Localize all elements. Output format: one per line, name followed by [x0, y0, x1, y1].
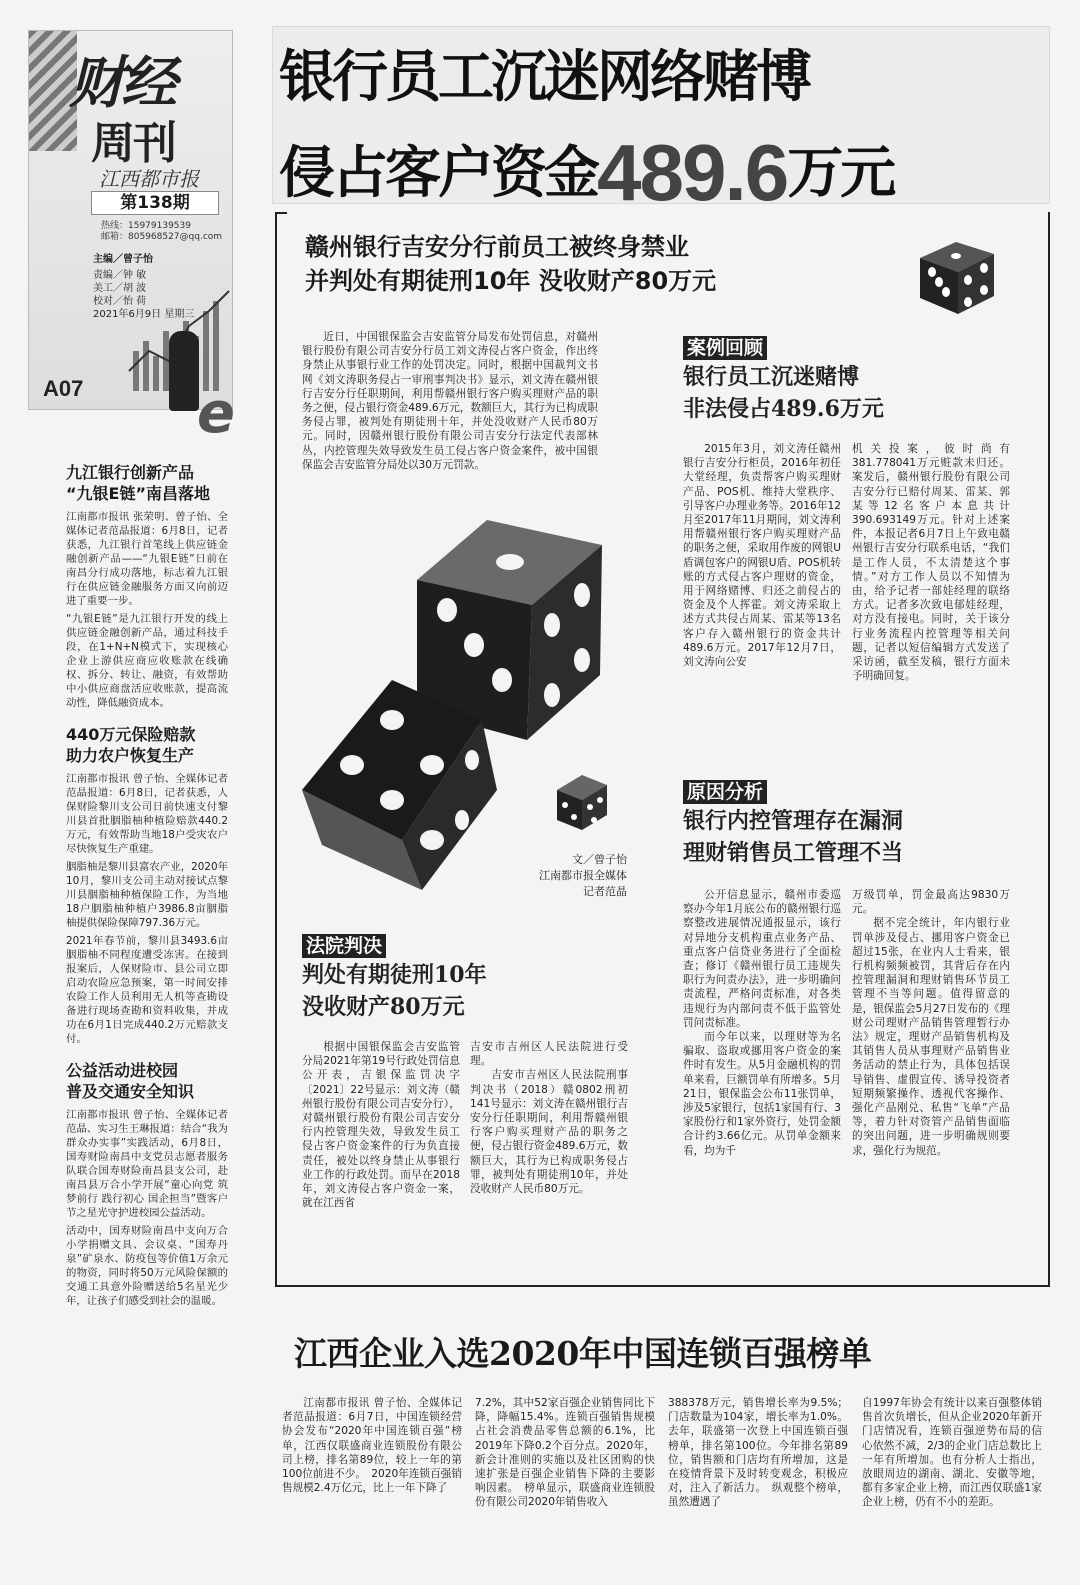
bottom-text-3: 388378万元，销售增长率为9.5%；门店数量为104家，增长率为1.0%。去年，联盛第一次登上中国连锁百强榜单，排名第100位。今年排名第89位，销售额和门店均有所增加，这是在疫情背景下及时转变观念，积极应对，注入了新活力。 纵观整个榜单，虽然遭遇了	[668, 1397, 848, 1509]
bottom-headline: 江西企业入选2020年中国连锁百强榜单	[294, 1334, 872, 1373]
bottom-col-2	[475, 1396, 655, 1510]
reason-text-1a: 公开信息显示，赣州市委巡察办今年1月底公布的赣州银行巡察整改进展情况通报显示，该行对异地分支机构重点业务产品、重点客户信贷业务进行了全面检查；修订《赣州银行员工违规失职行为问责办法》，进一步明确问责流程，严格问责标准，对各类违规行为内部问责不低于监管处罚问责标准。	[683, 889, 841, 1029]
intro-text: 近日，中国银保监会吉安监管分局发布处罚信息，对赣州银行股份有限公司吉安分行员工刘文涛侵占客户资金，作出终身禁止从事银行业工作的处罚决定。同时，根据中国裁判文书网《刘文涛职务侵占一审刑事判决书》显示，刘文涛在赣州银行吉安分行任职期间，利用帮赣州银行客户购买理财产品的职务之便，侵占银行资金489.6万元，数额巨大，其行为已构成职务侵占罪，被判处有期徒刑十年，并处没收财产人民币80万元。同时，因赣州银行股份有限公司吉安分行法定代表部林丛，内控管理失效导致发生员工侵占客户资金案件，被中国银保监会吉安监管分局处以30万元罚款。	[302, 331, 598, 471]
news-title	[66, 1060, 228, 1102]
issue-date: 2021年6月9日 星期三	[93, 309, 195, 320]
news-title-line-1: 440万元保险赔款	[66, 725, 196, 744]
court-text-2a: 吉安市吉州区人民法院进行受理。	[470, 1041, 628, 1068]
masthead-title-1: 财经	[69, 51, 173, 116]
news-title	[66, 462, 228, 504]
court-text-2b: 吉安市吉州区人民法院刑事判决书（2018）赣0802刑初141号显示：刘文涛在赣州银行吉安分行任职期间，利用帮赣州银行客户购买理财产品的职务之便，侵占银行资金489.6万元，数额巨大，其行为已构成职务侵占罪，被判处有期徒刑10年，并处没收财产人民币80万元。	[470, 1069, 628, 1196]
news-title-line-2: 普及交通安全知识	[66, 1082, 195, 1101]
bottom-col-1	[282, 1396, 462, 1495]
case-review-section	[683, 336, 1023, 424]
news-item	[66, 1060, 228, 1308]
case-review-title-1: 银行员工沉迷赌博	[683, 364, 860, 390]
case-review-text-1: 2015年3月，刘文涛任赣州银行吉安分行柜员，2016年初任大堂经理，负责帮客户购买理财产品、POS机、维持大堂秩序、引导客户办理业务等。2016年12月至2017年11月期间，刘文涛利用帮赣州银行客户购买理财产品的职务之便，采取用作废的网银U盾调包客户的网银U盾、POS机转账的方式侵占客户理财的资金，用于网络赌博、归还之前侵占的资金及个人挥霍。刘文涛采取上述方式共侵占周某、雷某等13名客户存入赣州银行的资金共计489.6万元。2017年12月7日，刘文涛向公安	[683, 443, 841, 669]
bottom-text-2: 7.2%，其中52家百强企业销售同比下降，降幅15.4%。连锁百强销售规模占社会消费品零售总额的6.1%，比2019年下降0.2个百分点。2020年，新会计准则的实施以及社区团购的快速扩张是百强企业销售下降的主要影响因素。 榜单显示，联盛商业连锁股份有限公司2020年销售收入	[475, 1397, 655, 1509]
headline-line-2-pre: 侵占客户资金	[279, 141, 597, 206]
staff-2: 美工／胡 波	[93, 283, 147, 294]
news-title-line-2: “九银E链”南昌落地	[66, 484, 210, 503]
court-title-1: 判处有期徒刑10年	[302, 962, 487, 988]
reason-title-1: 银行内控管理存在漏洞	[683, 808, 904, 834]
hotline: 热线：15979139539	[101, 221, 191, 231]
byline-author: 文／曾子怡	[572, 853, 627, 866]
reason-text-2a: 万级罚单，罚金最高达9830万元。	[852, 889, 1010, 916]
news-title	[66, 724, 228, 766]
news-title-line-1: 公益活动进校园	[66, 1061, 179, 1080]
email: 邮箱：805968527@qq.com	[101, 232, 223, 242]
bottom-col-3	[668, 1396, 848, 1510]
masthead-title-2: 周刊	[91, 118, 175, 169]
masthead-contact	[101, 221, 222, 243]
news-title-line-1: 九江银行创新产品	[66, 463, 195, 482]
news-item	[66, 462, 228, 710]
reason-title-2: 理财销售员工管理不当	[683, 840, 904, 866]
reason-text-1b: 而今年以来，以理财等为名骗取、盗取或挪用客户资金的案件时有发生。从5月金融机构的罚单来看，巨额罚单有所增多。5月21日，银保监会公布11张罚单，涉及5家银行，包括1家国有行、3家股份行和1家外资行，处罚金额合计约3.66亿元。从罚单金额来看，均为千	[683, 1031, 841, 1157]
intro-paragraph	[302, 330, 598, 600]
news-title-line-2: 助力农户恢复生产	[66, 746, 195, 765]
news-paragraph: 江南都市报讯 张荣明、曾子怡、全媒体记者范晶报道：6月8日，记者获悉，九江银行首笔线上供应链金融创新产品——“九银E链”日前在南昌分行成功落地，标志着九江银行在供应链金融服务方面又向前迈进了重要一步。	[66, 511, 228, 607]
court-text-1: 根据中国银保监会吉安监管分局2021年第19号行政处罚信息公开表，吉银保监罚决字〔2021〕22号显示：刘文涛（赣州银行股份有限公司吉安分行），对赣州银行股份有限公司吉安分行内控管理失效，导致发生员工侵占客户资金案件的行为负直接责任，被处以终身禁止从事银行业工作的行政处罚。而早在2018年，刘文涛侵占客户资金一案，就在江西省	[302, 1041, 460, 1210]
reason-section	[683, 780, 1023, 868]
editor-in-chief: 主编／曾子怡	[93, 254, 153, 265]
masthead	[28, 30, 235, 446]
headline-line-2-post: 万元	[787, 141, 894, 206]
byline	[515, 852, 627, 900]
court-col-2	[470, 1040, 628, 1196]
staff-1: 责编／钟 敏	[93, 270, 147, 281]
headline-line-1: 银行员工沉迷网络赌博	[279, 45, 809, 110]
byline-org: 江南都市报全媒体	[539, 869, 627, 882]
news-paragraph: 江南都市报讯 曾子怡、全媒体记者范晶报道：6月8日，记者获悉，人保财险黎川支公司日前快速支付黎川县首批胭脂柚种植险赔款440.2万元，有效帮助当地18户受灾农户尽快恢复生产重建。	[66, 773, 228, 855]
headline-line-2	[279, 127, 893, 219]
bottom-text-1: 江南都市报讯 曾子怡、全媒体记者范晶报道：6月7日，中国连锁经营协会发布“2020年中国连锁百强”榜单，江西仅联盛商业连锁股份有限公司上榜，排名第89位，较上一年的第100位前进不少。 2020年连锁百强销售规模2.4万亿元，比上一年下降了	[282, 1397, 462, 1495]
court-section	[302, 934, 662, 1022]
subheadline	[305, 230, 716, 298]
e-logo: e	[197, 381, 235, 446]
case-review-title-2: 非法侵占489.6万元	[683, 396, 884, 422]
dice-icon	[910, 228, 1002, 318]
businessman-figure	[169, 331, 199, 411]
byline-reporter: 记者范晶	[583, 885, 627, 898]
section-tag-court: 法院判决	[302, 934, 386, 958]
staff-3: 校对／怡 荷	[93, 296, 147, 307]
subheadline-line-2: 并判处有期徒刑10年 没收财产80万元	[305, 267, 717, 295]
left-news-column	[66, 462, 228, 1322]
newspaper-name: 江西都市报	[99, 167, 199, 191]
bottom-col-4	[862, 1396, 1042, 1510]
headline-box	[272, 26, 1050, 217]
case-review-text-2: 机关投案，彼时尚有381.778041万元赃款未归还。案发后，赣州银行股份有限公司吉安分行已赔付周某、雷某、郭某等12名客户本息共计390.693149万元。针对上述案件，本报记者6月7日上午致电赣州银行吉安分行联系电话，“我们是工作人员，不太清楚这个事情。”对方工作人员以不知情为由，给予记者一部娃经理的联络方式。记者多次致电郁娃经理，对方没有接电。同时，关于该分行业务流程内控管理等相关问题，记者以短信编辑方式发送了采访函，截至发稿，银行方面未予明确回复。	[852, 443, 1010, 683]
subheadline-line-1: 赣州银行吉安分行前员工被终身禁业	[305, 233, 689, 261]
case-review-col-1	[683, 442, 841, 669]
reason-col-1	[683, 888, 841, 1158]
reason-text-2b: 据不完全统计，年内银行业罚单涉及侵占、挪用客户资金已超过15张，在业内人士看来，银行机构频频被罚，其背后存在内控管理漏洞和理财销售环节员工管理不当等问题。值得留意的是，银保监会5月27日发布的《理财公司理财产品销售管理暂行办法》规定，理财产品销售机构及其销售人员从事理财产品销售业务活动的禁止行为，具体包括误导销售、虚假宣传、诱导投资者短期频繁操作、透视代客操作、强化产品刚兑、私售“飞单”产品等，着力针对资管产品销售面临的突出问题，进一步明确规则要求，强化行为规范。	[852, 917, 1010, 1157]
issue-number: 第138期	[91, 191, 219, 215]
die-small	[557, 775, 607, 830]
news-paragraph: 胭脂柚是黎川县富农产业，2020年10月，黎川支公司主动对接试点黎川县胭脂柚种植保险工作，为当地18户胭脂柚种植户3986.8亩胭脂柚提供保险保障797.36万元。	[66, 861, 228, 929]
court-col-1	[302, 1040, 460, 1210]
case-review-col-2	[852, 442, 1010, 683]
bottom-text-4: 自1997年协会有统计以来百强整体销售首次负增长，但从企业2020年新开门店情况看，连锁百强逆势布局的信心依然不减，2/3的企业门店总数比上一年有所增加。也有分析人士指出，放眼周边的湖南、湖北、安徽等地，都有多家企业上榜，而江西仅联盛1家企业上榜，仍有不小的差距。	[862, 1397, 1042, 1509]
news-paragraph: “九银E链”是九江银行开发的线上供应链金融创新产品，通过科技手段，在1+N+N模式下，实现核心企业上游供应商应收账款在线确权、拆分、转让、融资，有效帮助中小供应商盘活应收账款，提高流动性，降低融资成本。	[66, 613, 228, 709]
page-number: A07	[43, 376, 84, 401]
case-review-header	[683, 336, 1023, 424]
section-tag-case-review: 案例回顾	[683, 336, 767, 360]
headline-amount: 489.6	[597, 128, 788, 217]
court-title-2: 没收财产80万元	[302, 994, 465, 1020]
news-paragraph: 活动中，国寿财险南昌中支向万合小学捐赠文具、会议桌、“国寿丹泉”矿泉水、防疫包等价值1万余元的物资，同时将50万元风险保额的交通工具意外险赠送给5名星光少年，让孩子们感受到社会的温暖。	[66, 1225, 228, 1307]
reason-col-2	[852, 888, 1010, 1158]
section-tag-reason: 原因分析	[683, 780, 767, 804]
news-paragraph: 江南都市报讯 曾子怡、全媒体记者范晶、实习生王琳报道：结合“我为群众办实事”实践活动，6月8日，国寿财险南昌中支党员志愿者服务队联合国寿财险南昌县支公司，赴南昌县万合小学开展“童心向党 筑梦前行 践行初心 国企担当”暨客户节之星光守护进校园公益活动。	[66, 1109, 228, 1219]
news-paragraph: 2021年春节前，黎川县3493.6亩胭脂柚不同程度遭受冻害。在接到报案后，人保财险市、县公司立即启动农险应急预案，第一时间安排农险工作人员利用无人机等查勘设备进行现场查勘和资料收集，并成功在6月1日完成440.2万元赔款支付。	[66, 935, 228, 1045]
news-item	[66, 724, 228, 1046]
